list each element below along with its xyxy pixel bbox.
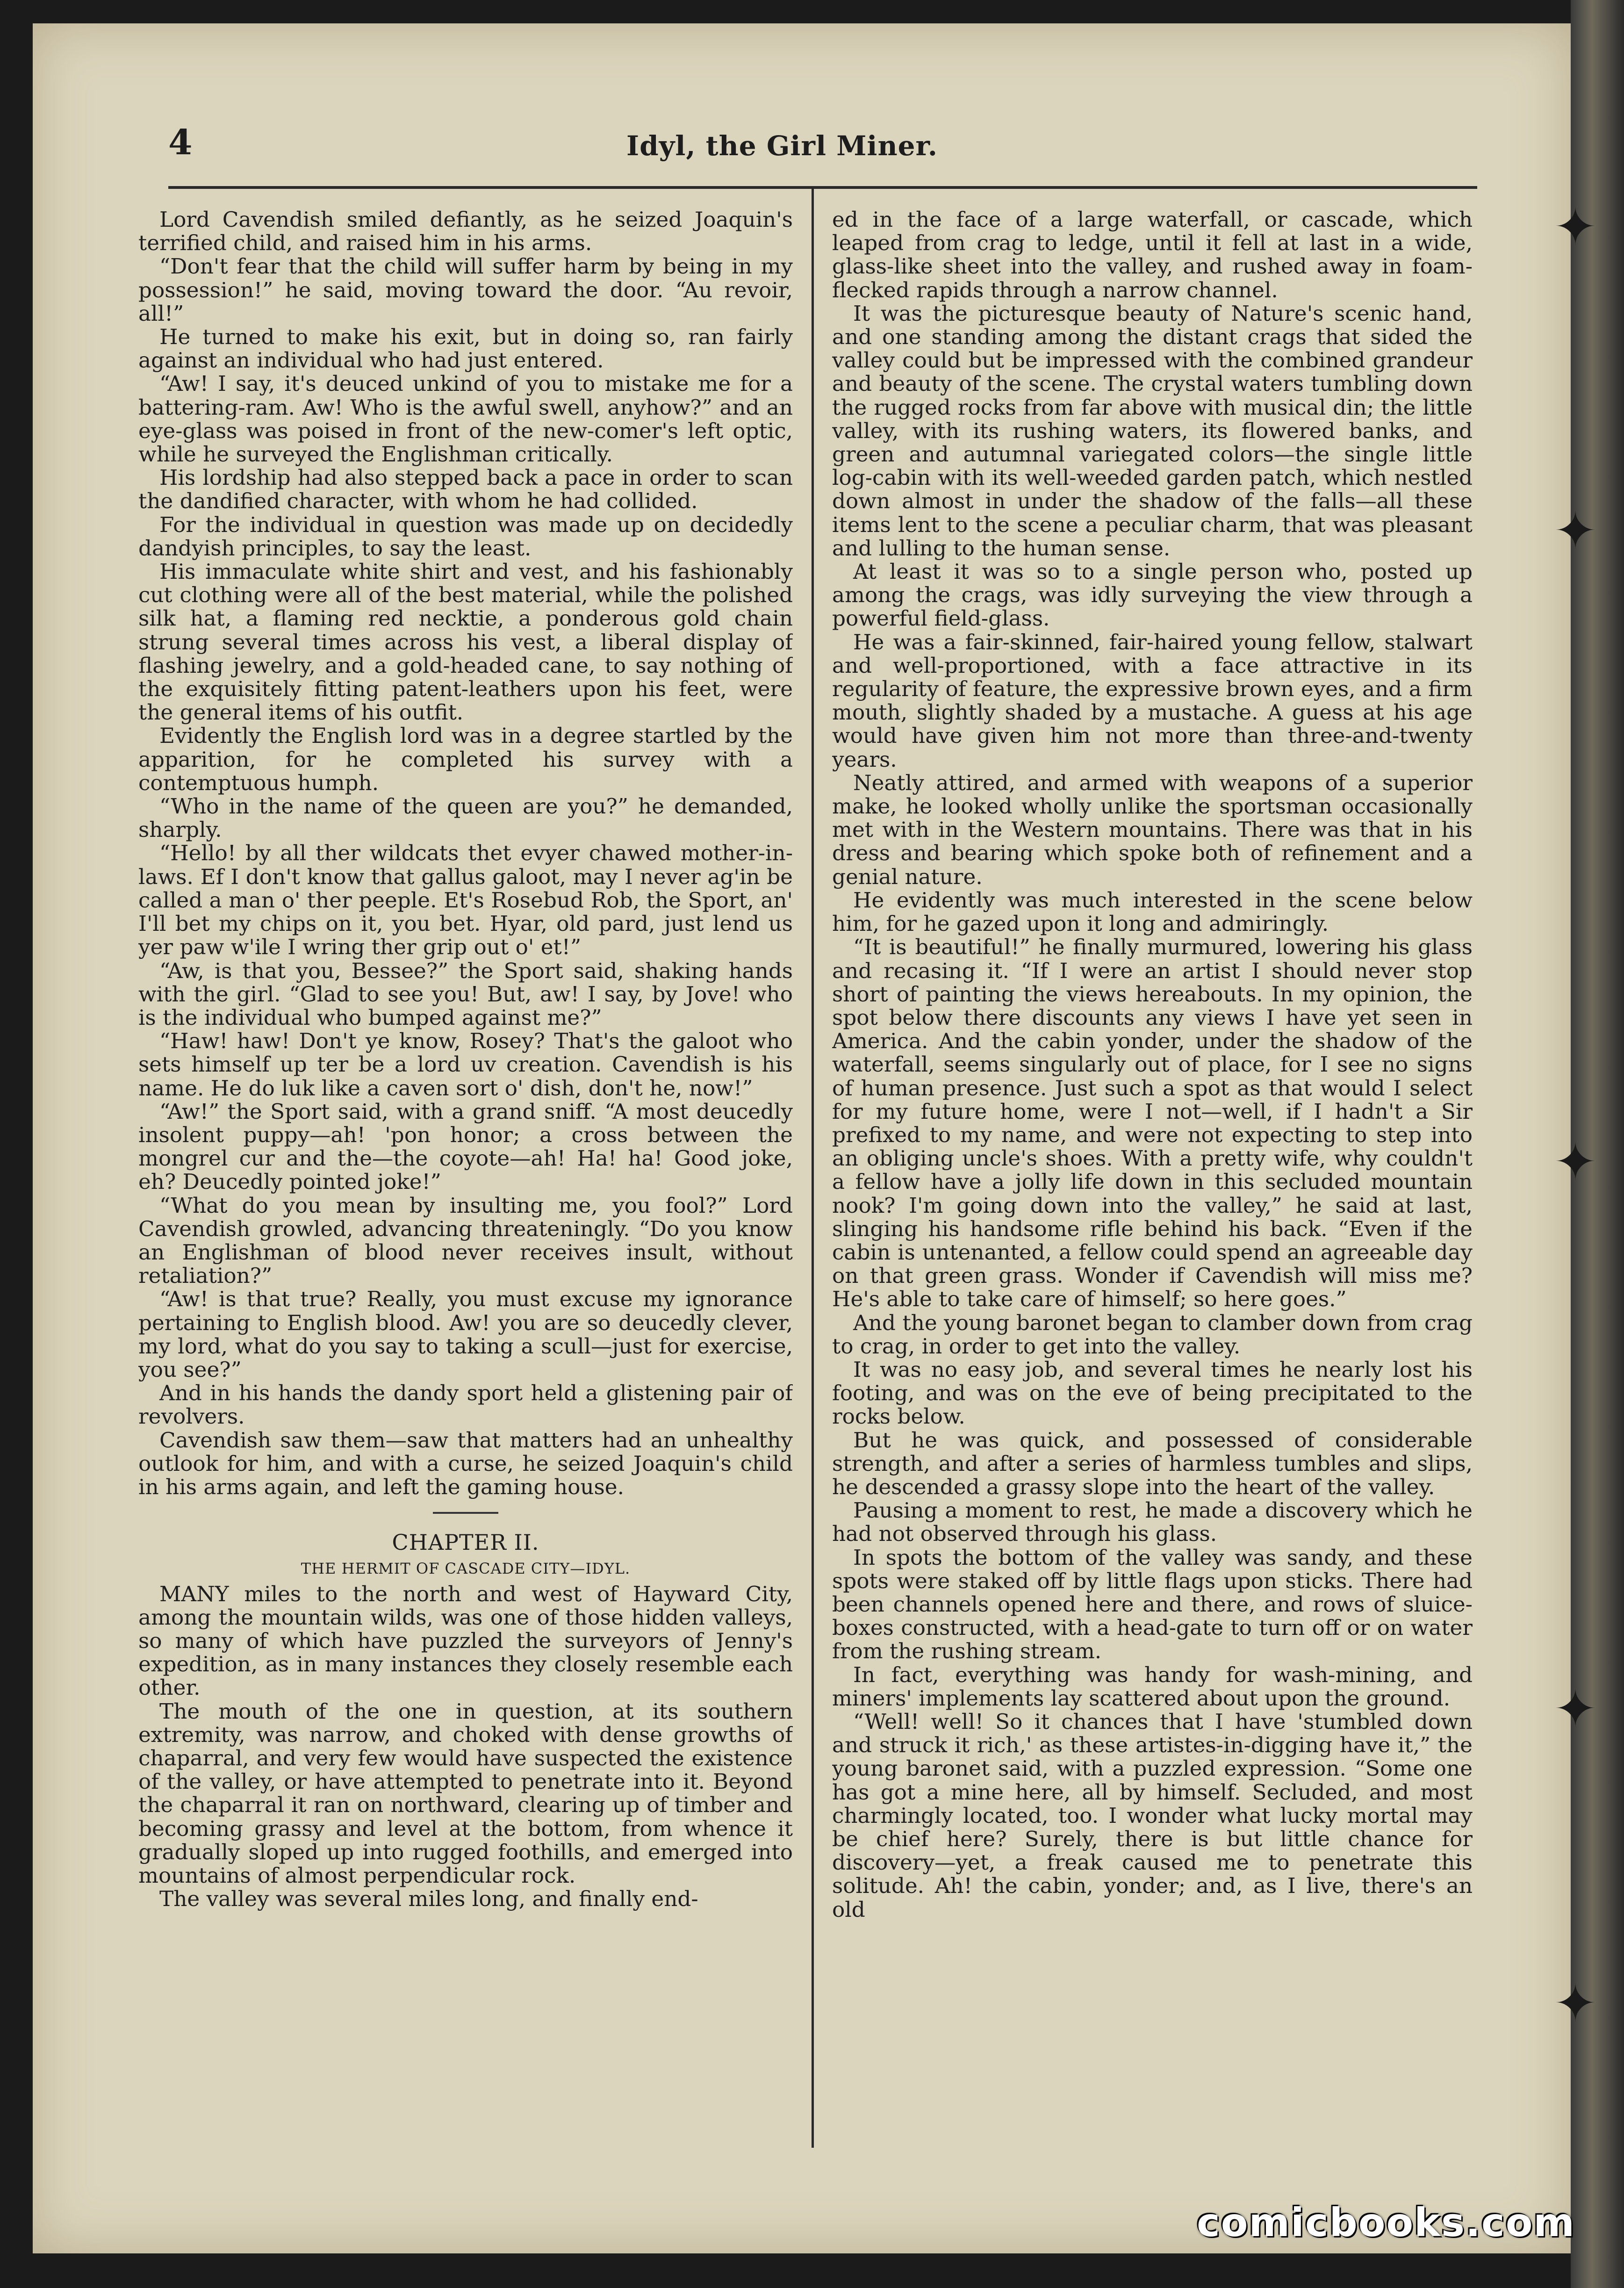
paragraph: Pausing a moment to rest, he made a discovery which he had not observed through his glass. bbox=[832, 1498, 1473, 1547]
paragraph: Lord Cavendish smiled defiantly, as he seized Joaquin's terrified child, and raised him in his arms. bbox=[138, 208, 793, 256]
paragraph: His immaculate white shirt and vest, and his fashionably cut clothing were all of the best material, while the polished silk hat, a flaming red necktie, a ponderous gold chain strung several times across his vest, a liberal display of flashing jewelry, and a gold-headed cane, to say nothing of the exquisitely fitting patent-leathers upon his feet, were the general items of his outfit. bbox=[138, 559, 793, 725]
paragraph: It was no easy job, and several times he nearly lost his footing, and was on the eve of being precipitated to the rocks below. bbox=[832, 1357, 1473, 1429]
right-column-text bbox=[832, 208, 1473, 1921]
left-column-text bbox=[138, 208, 793, 1499]
paragraph: “Hello! by all ther wildcats thet evyer chawed mother-in-laws. Ef I don't know that gallus galoot, may I never ag'in be called a man o' ther peeple. Et's Rosebud Rob, the Sport, an' I'll bet my chips on it, you bet. Hyar, old pard, just lend us yer paw w'ile I wring ther grip out o' et!” bbox=[138, 841, 793, 960]
watermark: comicbooks.com bbox=[1197, 2200, 1575, 2245]
paragraph: The valley was several miles long, and finally end- bbox=[159, 1886, 698, 1912]
right-column bbox=[832, 208, 1473, 2153]
paragraph: In spots the bottom of the valley was sandy, and these spots were staked off by little flags upon sticks. There had been channels opened here and there, and rows of sluice-boxes constructed, with a head-gate to turn off or on water from the rushing stream. bbox=[832, 1545, 1473, 1664]
paragraph: Evidently the English lord was in a degree startled by the apparition, for he completed his survey with a contemptuous humph. bbox=[138, 723, 793, 795]
page-number: 4 bbox=[168, 122, 193, 163]
paragraph: “Aw! is that true? Really, you must excuse my ignorance pertaining to English blood. Aw! you are so deucedly clever, my lord, what do you say to taking a scull—just for exercise, you see?” bbox=[138, 1287, 793, 1382]
paragraph: “Aw!” the Sport said, with a grand sniff. “A most deucedly insolent puppy—ah! 'pon honor; a cross between the mongrel cur and the—the coyote—ah! Ha! ha! Good joke, eh? Deucedly pointed joke!” bbox=[138, 1099, 793, 1194]
binding-clip-icon: ✦ bbox=[1553, 501, 1597, 561]
paragraph: ed in the face of a large waterfall, or cascade, which leaped from crag to ledge, until it fell at last in a wide, glass-like sheet into the valley, and rushed away in foam-flecked rapids through a narrow channel. bbox=[832, 208, 1473, 302]
paragraph: At least it was so to a single person who, posted up among the crags, was idly surveying the view through a powerful field-glass. bbox=[832, 559, 1473, 631]
paragraph: But he was quick, and possessed of considerable strength, and after a series of harmless tumbles and slips, he descended a grassy slope into the heart of the valley. bbox=[832, 1427, 1473, 1499]
left-column bbox=[138, 208, 793, 2153]
section-rule bbox=[433, 1512, 498, 1514]
paragraph: He was a fair-skinned, fair-haired young fellow, stalwart and well-proportioned, with a face attractive in its regularity of feature, the expressive brown eyes, and a firm mouth, slightly shaded by a mustache. A guess at his age would have given him not more than three-and-twenty years. bbox=[832, 629, 1473, 772]
paragraph: In fact, everything was handy for wash-mining, and miners' implements lay scattered about upon the ground. bbox=[832, 1662, 1473, 1711]
paragraph: “Don't fear that the child will suffer harm by being in my possession!” he said, moving toward the door. “Au revoir, all!” bbox=[138, 254, 793, 326]
paragraph: For the individual in question was made up on decidedly dandyish principles, to say the least. bbox=[138, 512, 793, 561]
paragraph: And the young baronet began to clamber down from crag to crag, in order to get into the valley. bbox=[832, 1310, 1473, 1359]
paragraph: His lordship had also stepped back a pace in order to scan the dandified character, with whom he had collided. bbox=[138, 465, 793, 514]
running-title: Idyl, the Girl Miner. bbox=[626, 130, 938, 162]
paragraph: He turned to make his exit, but in doing so, ran fairly against an individual who had just entered. bbox=[138, 324, 793, 373]
binding-clip-icon: ✦ bbox=[1553, 1679, 1597, 1739]
chapter-subtitle: THE HERMIT OF CASCADE CITY—IDYL. bbox=[301, 1560, 631, 1578]
paragraph: Cavendish saw them—saw that matters had an unhealthy outlook for him, and with a curse, he seized Joaquin's child in his arms again, and left the gaming house. bbox=[138, 1427, 793, 1499]
paragraph: “Aw, is that you, Bessee?” the Sport said, shaking hands with the girl. “Glad to see you! But, aw! I say, by Jove! who is the individual who bumped against me?” bbox=[138, 958, 793, 1030]
paragraph: “Who in the name of the queen are you?” he demanded, sharply. bbox=[138, 794, 793, 842]
paragraph: Neatly attired, and armed with weapons of a superior make, he looked wholly unlike the sportsman occasionally met with in the Western mountains. There was that in his dress and bearing which spoke both of refinement and a genial nature. bbox=[832, 770, 1473, 889]
paragraph: MANY miles to the north and west of Hayward City, among the mountain wilds, was one of those hidden valleys, so many of which have puzzled the surveyors of Jenny's expedition, as in many instances they closely resemble each other. bbox=[138, 1581, 793, 1700]
paragraph: “It is beautiful!” he finally murmured, lowering his glass and recasing it. “If I were an artist I should never stop short of painting the views hereabouts. In my opinion, the spot below there discounts any views I have yet seen in America. And the cabin yonder, under the shadow of the waterfall, seems singularly out of place, for I see no signs of human presence. Just such a spot as that would I select for my future home, were I not—well, if I hadn't a Sir prefixed to my name, and were not expecting to step into an obliging uncle's shoes. With a pretty wife, why couldn't a fellow have a jolly life down in this secluded mountain nook? I'm going down into the valley,” he said at last, slinging his handsome rifle behind his back. “Even if the cabin is untenanted, a fellow could spend an agreeable day on that green grass. Wonder if Cavendish will miss me? He's able to take care of himself; so here goes.” bbox=[832, 935, 1473, 1312]
binding-clip-icon: ✦ bbox=[1553, 1973, 1597, 2033]
binding-clip-icon: ✦ bbox=[1553, 197, 1597, 257]
chapter-text bbox=[138, 1583, 793, 1911]
paragraph: It was the picturesque beauty of Nature's scenic hand, and one standing among the distant crags that sided the valley could but be impressed with the combined grandeur and beauty of the scene. The crystal waters tumbling down the rugged rocks from far above with musical din; the little valley, with its rushing waters, its flowered banks, and green and autumnal variegated colors—the single little log-cabin with its well-weeded garden patch, which nestled down almost in under the shadow of the falls—all these items lent to the scene a peculiar charm, that was pleasant and lulling to the human sense. bbox=[832, 301, 1473, 561]
paragraph: He evidently was much interested in the scene below him, for he gazed upon it long and admiringly. bbox=[832, 887, 1473, 936]
paragraph: “Haw! haw! Don't ye know, Rosey? That's the galoot who sets himself up ter be a lord uv creation. Cavendish is his name. He do luk like a caven sort o' dish, don't he, now!” bbox=[138, 1029, 793, 1101]
paragraph: The mouth of the one in question, at its southern extremity, was narrow, and choked with dense growths of chaparral, and very few would have suspected the existence of the valley, or have attempted to penetrate into it. Beyond the chaparral it ran on northward, clearing up of timber and becoming grassy and level at the bottom, from whence it gradually sloped up into rugged foothills, and emerged into mountains of almost perpendicular rock. bbox=[138, 1698, 793, 1888]
paragraph: “Aw! I say, it's deuced unkind of you to mistake me for a battering-ram. Aw! Who is the awful swell, anyhow?” and an eye-glass was poised in front of the new-comer's left optic, while he surveyed the Englishman critically. bbox=[138, 371, 793, 467]
paragraph: And in his hands the dandy sport held a glistening pair of revolvers. bbox=[138, 1381, 793, 1429]
paragraph: “What do you mean by insulting me, you fool?” Lord Cavendish growled, advancing threateningly. “Do you know an Englishman of blood never receives insult, without retaliation?” bbox=[138, 1193, 793, 1288]
header-rule bbox=[168, 186, 1477, 189]
chapter-title: CHAPTER II. bbox=[392, 1530, 539, 1555]
paragraph: “Well! well! So it chances that I have 'stumbled down and struck it rich,' as these artistes-in-digging have it,” the young baronet said, with a puzzled expression. “Some one has got a mine here, all by himself. Secluded, and most charmingly located, too. I wonder what lucky mortal may be chief here? Surely, there is but little chance for discovery—yet, a freak caused me to penetrate this solitude. Ah! the cabin, yonder; and, as I live, there's an old bbox=[832, 1709, 1473, 1922]
binding-clip-icon: ✦ bbox=[1553, 1132, 1597, 1192]
column-divider bbox=[812, 189, 814, 2148]
